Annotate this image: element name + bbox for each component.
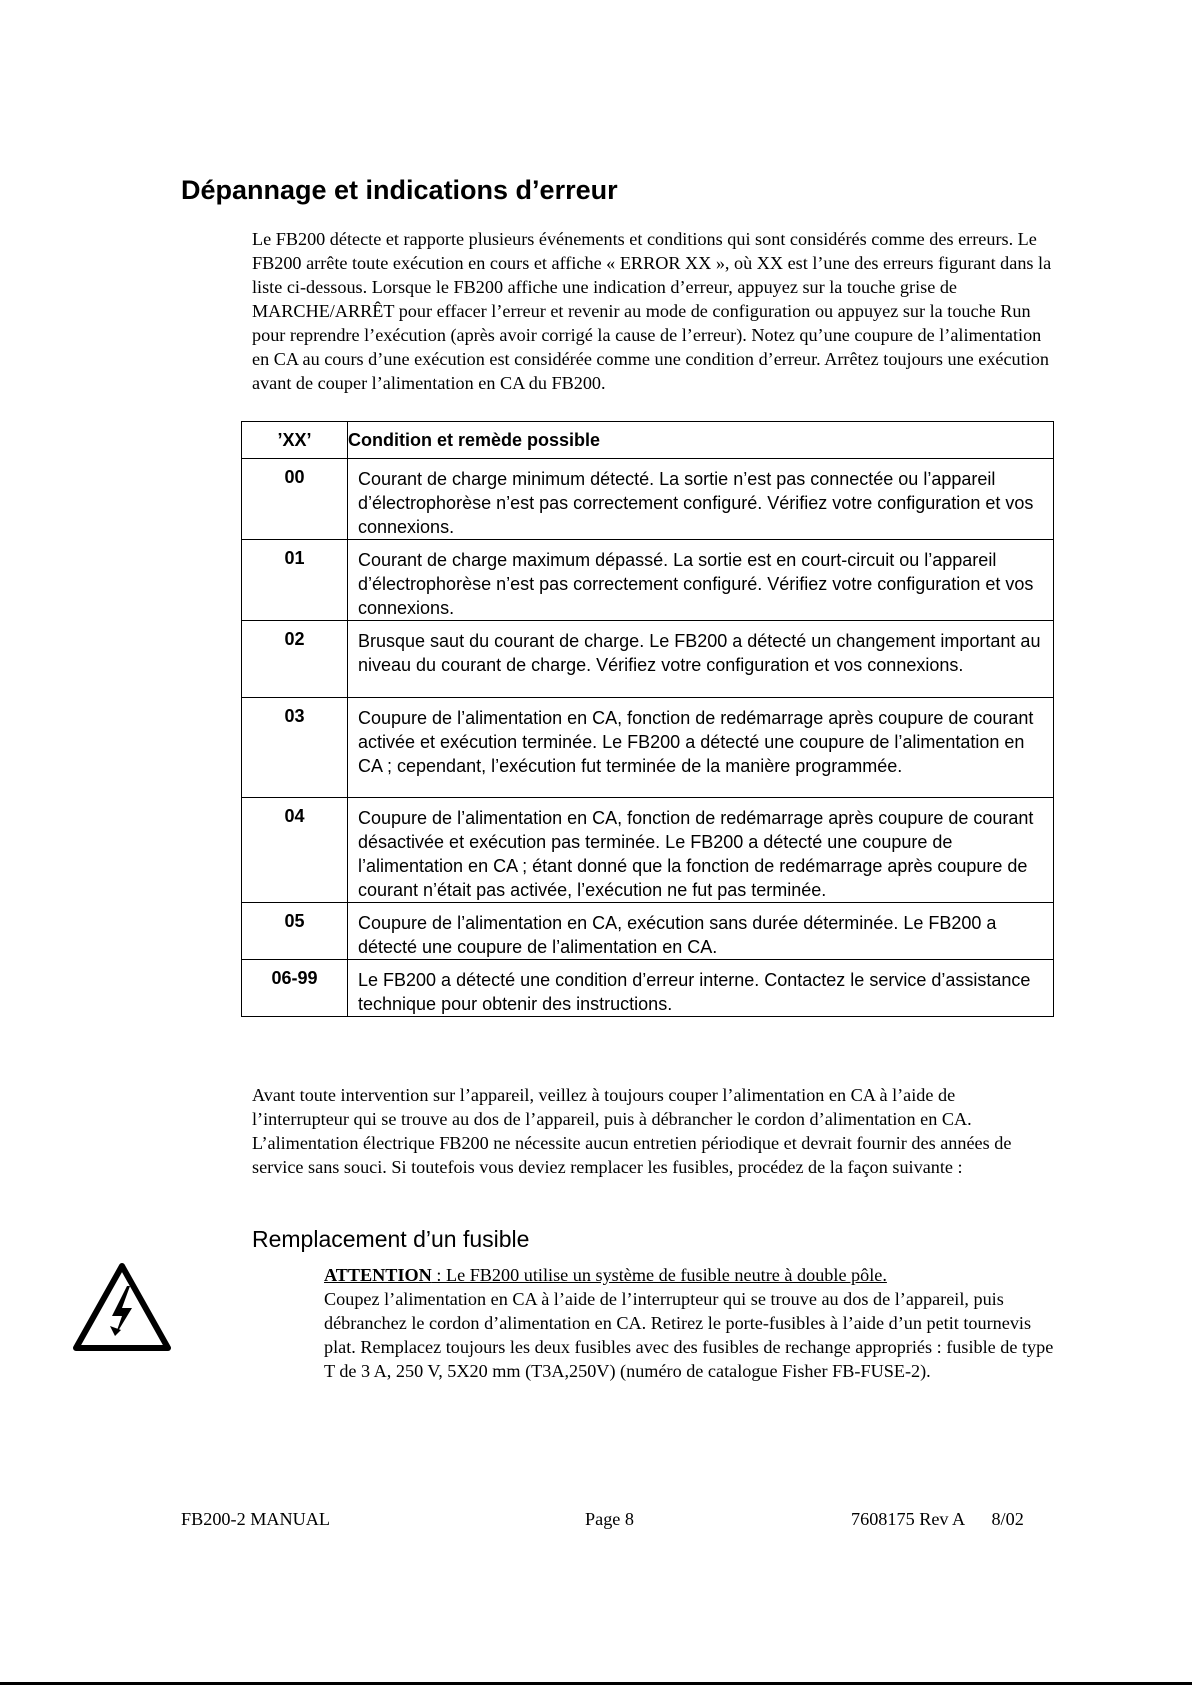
error-code: 00 <box>242 459 348 540</box>
fuse-body: Coupez l’alimentation en CA à l’aide de l’interrupteur qui se trouve au dos de l’appareil, puis débranchez le cordon d’alimentation en CA. Retirez le porte-fusibles à l’aide d’un petit tournevis plat. Remplacez toujours les deux fusibles avec des fusibles de rechange appropriés : fusible de type T de 3 A, 250 V, 5X20 mm (T3A,250V) (numéro de catalogue Fisher FB-FUSE-2). <box>324 1289 1054 1381</box>
fuse-instructions <box>324 1263 1054 1383</box>
error-description: Coupure de l’alimentation en CA, exécution sans durée déterminée. Le FB200 a détecté une coupure de l’alimentation en CA. <box>348 903 1054 960</box>
footer-revision: 7608175 Rev A 8/02 <box>851 1509 1024 1529</box>
attention-text: : Le FB200 utilise un système de fusible neutre à double pôle. <box>431 1265 887 1285</box>
page-title: Dépannage et indications d’erreur <box>181 175 618 205</box>
error-code: 05 <box>242 903 348 960</box>
header-condition: Condition et remède possible <box>348 422 1054 459</box>
error-description: Brusque saut du courant de charge. Le FB200 a détecté un changement important au niveau du courant de charge. Vérifiez votre configuration et vos connexions. <box>348 621 1054 698</box>
error-code: 06-99 <box>242 960 348 1017</box>
error-description: Coupure de l’alimentation en CA, fonction de redémarrage après coupure de courant désactivée et exécution pas terminée. Le FB200 a détecté une coupure de l’alimentation en CA ; étant donné que la fonction de redémarrage après coupure de courant n’était pas activée, l’exécution ne fut pas terminée. <box>348 798 1054 903</box>
intro-paragraph: Le FB200 détecte et rapporte plusieurs événements et conditions qui sont considérés comme des erreurs. Le FB200 arrête toute exécution en cours et affiche « ERROR XX », où XX est l’une des erreurs figurant dans la liste ci-dessous. Lorsque le FB200 affiche une indication d’erreur, appuyez sur la touche grise de MARCHE/ARRÊT pour effacer l’erreur et revenir au mode de configuration ou appuyez sur la touche Run pour reprendre l’exécution (après avoir corrigé la cause de l’erreur). Notez qu’une coupure de l’alimentation en CA au cours d’une exécution est considérée comme une condition d’erreur. Arrêtez toujours une exécution avant de couper l’alimentation en CA du FB200. <box>252 229 1052 393</box>
header-code: ’XX’ <box>242 422 348 459</box>
error-code: 02 <box>242 621 348 698</box>
error-description: Coupure de l’alimentation en CA, fonction de redémarrage après coupure de courant activée et exécution terminée. Le FB200 a détecté une coupure de l’alimentation en CA ; cependant, l’exécution fut terminée de la manière programmée. <box>348 698 1054 798</box>
table-row <box>242 621 1054 698</box>
error-description: Courant de charge maximum dépassé. La sortie est en court-circuit ou l’appareil d’électrophorèse n’est pas correctement configuré. Vérifiez votre configuration et vos connexions. <box>348 540 1054 621</box>
attention-note <box>324 1265 887 1285</box>
table-row <box>242 698 1054 798</box>
fuse-section-heading: Remplacement d’un fusible <box>252 1226 530 1252</box>
error-code: 03 <box>242 698 348 798</box>
table-row <box>242 798 1054 903</box>
attention-label: ATTENTION <box>324 1265 432 1285</box>
footer-page-number: Page 8 <box>585 1509 634 1529</box>
footer-manual-name: FB200-2 MANUAL <box>181 1509 331 1529</box>
error-description: Courant de charge minimum détecté. La sortie n’est pas connectée ou l’appareil d’électrophorèse n’est pas correctement configuré. Vérifiez votre configuration et vos connexions. <box>348 459 1054 540</box>
error-code: 01 <box>242 540 348 621</box>
table-row <box>242 459 1054 540</box>
error-code: 04 <box>242 798 348 903</box>
table-row <box>242 903 1054 960</box>
table-row <box>242 540 1054 621</box>
error-table <box>241 421 1054 1017</box>
table-header-row <box>242 422 1054 459</box>
error-description: Le FB200 a détecté une condition d’erreur interne. Contactez le service d’assistance technique pour obtenir des instructions. <box>348 960 1054 1017</box>
high-voltage-warning-icon <box>72 1262 172 1352</box>
table-row <box>242 960 1054 1017</box>
maintenance-paragraph: Avant toute intervention sur l’appareil, veillez à toujours couper l’alimentation en CA à l’aide de l’interrupteur qui se trouve au dos de l’appareil, puis à débrancher le cordon d’alimentation en CA. L’alimentation électrique FB200 ne nécessite aucun entretien périodique et devrait fournir des années de service sans souci. Si toutefois vous deviez remplacer les fusibles, procédez de la façon suivante : <box>252 1085 1012 1177</box>
